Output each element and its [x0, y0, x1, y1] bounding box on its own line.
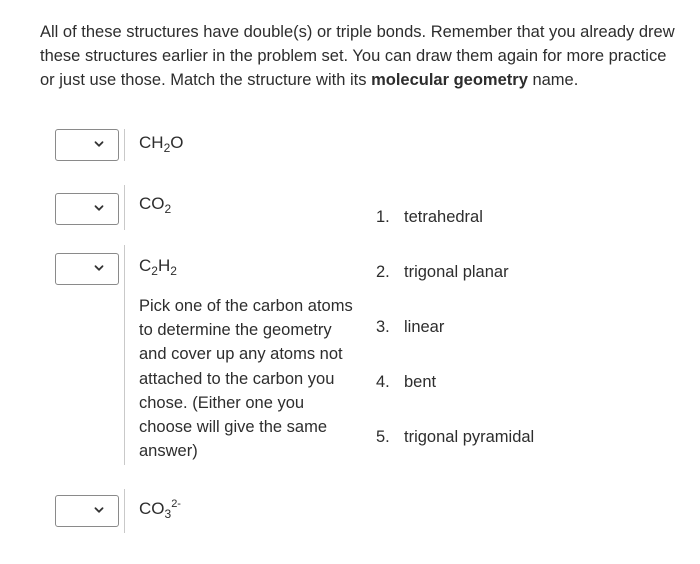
- divider: [124, 129, 125, 161]
- formula-subscript: 2: [170, 264, 177, 278]
- option-item: [376, 205, 534, 260]
- option-number: 1.: [376, 208, 390, 226]
- formula-part: CO: [139, 194, 165, 213]
- geometry-options-list: [376, 205, 534, 480]
- divider: [124, 185, 125, 230]
- option-item: [376, 260, 534, 315]
- option-item: [376, 425, 534, 480]
- instructions-text-end: name.: [527, 71, 579, 89]
- formula-part: C: [139, 256, 152, 275]
- formula-part: O: [170, 133, 184, 152]
- answer-dropdown-c2h2[interactable]: [55, 253, 119, 285]
- formula-part: CO: [139, 499, 165, 518]
- formula-co2: [139, 193, 171, 215]
- option-label: trigonal planar: [404, 263, 509, 281]
- chevron-down-icon: [93, 138, 105, 150]
- formula-c2h2: [139, 255, 177, 277]
- answer-dropdown-co2[interactable]: [55, 193, 119, 225]
- formula-part: H: [157, 256, 171, 275]
- divider: [124, 489, 125, 533]
- formula-subscript: 2: [151, 264, 158, 278]
- option-number: 4.: [376, 373, 390, 391]
- chevron-down-icon: [93, 504, 105, 516]
- formula-ch2o: [139, 132, 183, 154]
- option-label: bent: [404, 373, 437, 391]
- answer-dropdown-ch2o[interactable]: [55, 129, 119, 161]
- divider: [124, 245, 125, 465]
- option-label: trigonal pyramidal: [404, 428, 535, 446]
- option-item: [376, 370, 534, 425]
- formula-co3: [139, 498, 181, 520]
- option-item: [376, 315, 534, 370]
- instructions-text: All of these structures have double(s) or triple bonds. Remember that you already drew these structures earlier in the problem set. You can draw them again for more practice or just use those. Match the structure with its: [40, 23, 675, 89]
- c2h2-hint-note: Pick one of the carbon atoms to determine the geometry and cover up any atoms not attached to the carbon you chose. (Either one you choose will give the same answer): [139, 297, 353, 461]
- option-number: 3.: [376, 318, 390, 336]
- option-label: linear: [404, 318, 445, 336]
- instructions: [40, 20, 680, 92]
- formula-subscript: 2: [164, 202, 172, 216]
- chevron-down-icon: [93, 202, 105, 214]
- option-number: 2.: [376, 263, 390, 281]
- option-label: tetrahedral: [404, 208, 483, 226]
- answer-dropdown-co3[interactable]: [55, 495, 119, 527]
- chevron-down-icon: [93, 262, 105, 274]
- formula-subscript: 3: [164, 507, 172, 521]
- option-number: 5.: [376, 428, 390, 446]
- formula-charge: 2-: [171, 498, 181, 510]
- instructions-bold: molecular geometry: [371, 71, 528, 89]
- formula-subscript: 2: [163, 141, 171, 155]
- formula-part: CH: [139, 133, 164, 152]
